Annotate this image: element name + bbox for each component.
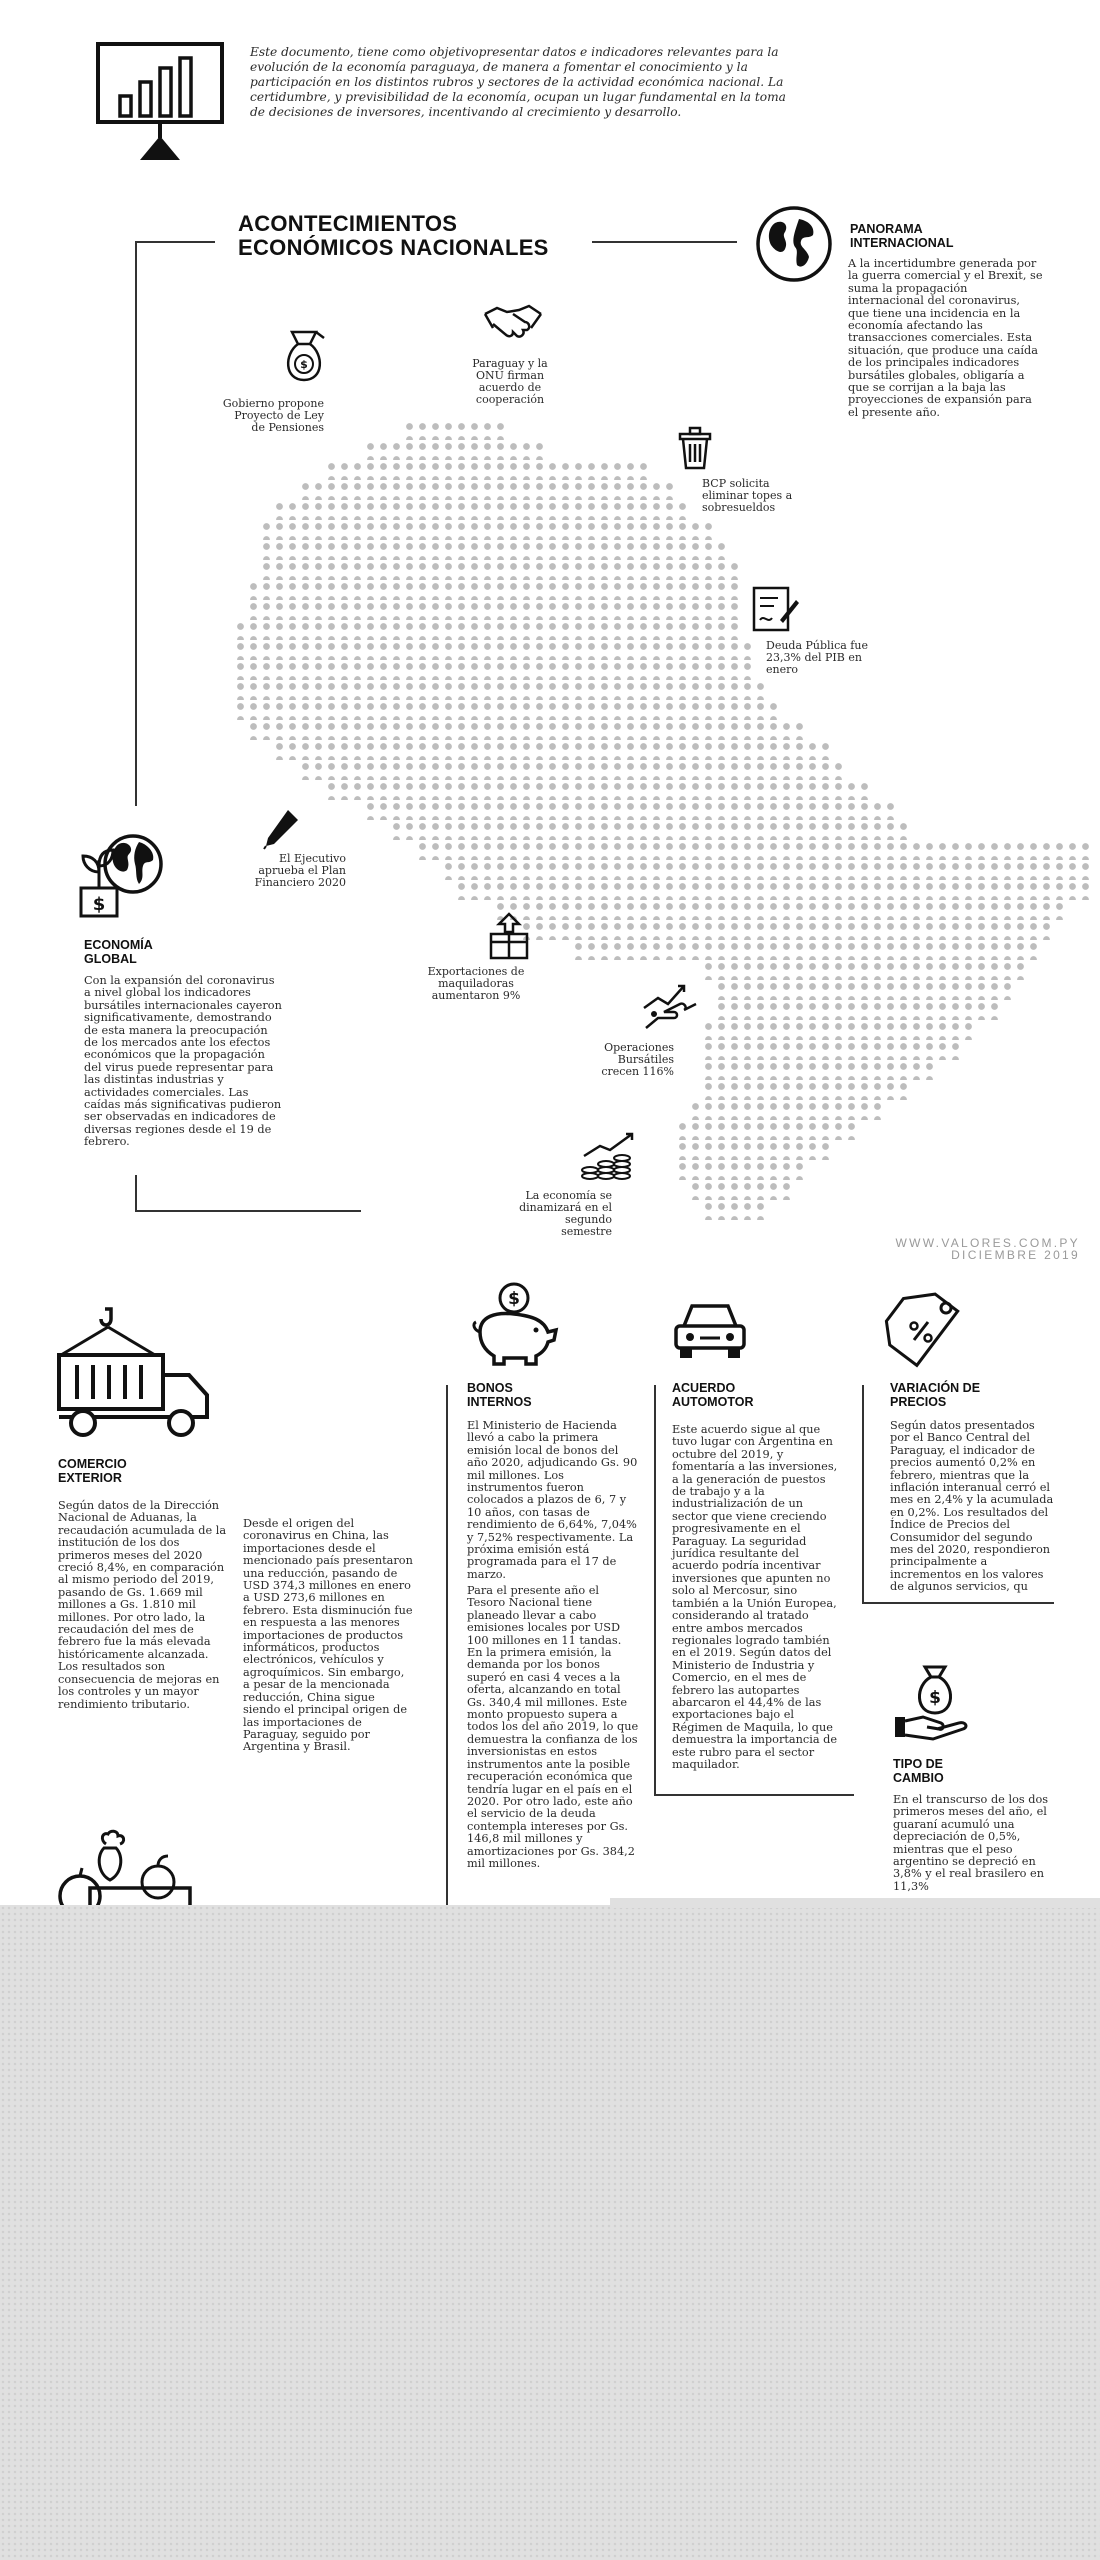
event-bcp-label: BCP solicita eliminar topes a sobresueldos bbox=[702, 477, 793, 514]
intro-text: Este documento, tiene como objetivopresentar datos e indicadores relevantes para la evolución de la economía paraguaya, de manera a fomentar el conocimiento y la participación en los distintos rubros y sectores de la actividad económica nacional. La certidumbre, y previsibilidad de la economía, ocupan un lugar fundamental en la toma de decisiones de inversores, incentivando al crecimiento y desarrollo. bbox=[250, 45, 786, 119]
frame-line-top-left bbox=[135, 241, 215, 243]
presentation-chart-icon bbox=[95, 38, 225, 163]
variacion-text: Según datos presentados por el Banco Central del Paraguay, el indicador de precios aumentó 0,2% en febrero, mientras que la inflación interanual cerró el mes en 2,4% y la acumulada en 0,2%. Los resultados del Índice de Precios del Consumidor del segundo mes del 2020, respondieron principalmente a incrementos en los valores de algunos servicios, qu bbox=[890, 1419, 1054, 1594]
website-footer: WWW.VALORES.COM.PY DICIEMBRE 2019 bbox=[895, 1236, 1080, 1262]
acuerdo-divider-left bbox=[654, 1385, 656, 1795]
bonos-text-2: Para el presente año el Tesoro Nacional tiene planeado llevar a cabo emisiones locales por USD 100 millones en 11 tandas. En la primera emisión, la demanda por los bonos superó en casi 4 veces a la oferta, alcanzando en total Gs. 340,4 mil millones. Este monto propuesto supera a todos los del año 2019, lo que demuestra la confianza de los inversionistas en estos instrumentos ante la posible recuperación económica que tendría lugar en el país en el 2020. Por otro lado, este año el servicio de la deuda contempla intereses por Gs. 146,8 mil millones y amortizaciones por Gs. 384,2 mil millones. bbox=[467, 1584, 639, 1870]
comercio-exterior-text-1: Según datos de la Dirección Nacional de Aduanas, la recaudación acumulada de la institución de los dos primeros meses del 2020 creció 8,4%, en comparación al mismo periodo del 2019, pasando de Gs. 1.669 mil millones a Gs. 1.810 mil millones. Por otro lado, la recaudación del mes de febrero fue la más elevada históricamente alcanzada. Los resultados son consecuencia de mejoras en los controles y un mayor rendimiento tributario. bbox=[58, 1499, 227, 1711]
svg-text:$: $ bbox=[92, 894, 106, 915]
event-pensiones-label: Gobierno propone Proyecto de Ley de Pensiones bbox=[222, 397, 324, 434]
economia-global-text: Con la expansión del coronavirus a nivel global los indicadores bursátiles internacionales cayeron significativamente, demostrando de esta manera la preocupación de los mercados ante los efectos económicos que la propagación del virus puede representar para las distintas industrias y actividades comerciales. Las caídas más significativas pudieron ser observadas en indicadores de diversas regiones desde el 19 de febrero. bbox=[84, 974, 282, 1149]
frame-line-left bbox=[135, 241, 137, 806]
globe-icon bbox=[755, 205, 833, 283]
event-bursatiles-label: Operaciones Bursátiles crecen 116% bbox=[601, 1041, 674, 1078]
bottom-fade-overlay bbox=[0, 1905, 1100, 2560]
bonos-title: BONOS INTERNOS bbox=[467, 1381, 532, 1409]
truck-container-icon bbox=[55, 1305, 215, 1440]
variacion-divider-left bbox=[862, 1385, 864, 1603]
pen-icon bbox=[262, 808, 300, 850]
bonos-divider-left bbox=[446, 1385, 448, 1910]
hand-chart-icon bbox=[640, 978, 698, 1032]
svg-text:$: $ bbox=[300, 358, 308, 371]
handshake-icon bbox=[483, 300, 543, 348]
panorama-title: PANORAMA INTERNACIONAL bbox=[850, 222, 954, 250]
bonos-text-1: El Ministerio de Hacienda llevó a cabo la primera emisión local de bonos del año 2020, adjudicando Gs. 90 mil millones. Los instrumentos fueron colocados a plazos de 6, 7 y 10 años, con tasas de rendimiento de 6,64%, 7,04% y 7,52% respectivamente. La próxima emisión está programada para el 17 de marzo. bbox=[467, 1419, 638, 1581]
comercio-exterior-title: COMERCIO EXTERIOR bbox=[58, 1457, 127, 1485]
svg-text:$: $ bbox=[929, 1688, 941, 1708]
price-tag-icon bbox=[880, 1292, 965, 1368]
tipo-cambio-text: En el transcurso de los dos primeros meses del año, el guaraní acumuló una depreciación de 0,5%, mientras que el peso argentino se depreció en 3,8% y el real brasilero en 11,3% bbox=[893, 1793, 1049, 1893]
event-onu-label: Paraguay y la ONU firman acuerdo de cooperación bbox=[472, 357, 548, 406]
piggy-bank-icon bbox=[470, 1280, 560, 1366]
frame-line-left-lower bbox=[135, 1175, 137, 1211]
acuerdo-divider-bottom bbox=[654, 1794, 854, 1796]
comercio-exterior-text-2: Desde el origen del coronavirus en China, las importaciones desde el mencionado país presentaron una reducción, pasando de USD 374,3 millones en enero a USD 273,6 millones en febrero. Esta disminución fue en respuesta a las menores importaciones de productos informáticos, productos electrónicos, vehículos y agroquímicos. Sin embargo, a pesar de la mencionada reducción, China sigue siendo el principal origen de las importaciones de Paraguay, seguido por Argentina y Brasil. bbox=[243, 1517, 413, 1754]
car-icon bbox=[672, 1300, 748, 1362]
event-deuda-label: Deuda Pública fue 23,3% del PIB en enero bbox=[766, 639, 868, 676]
frame-line-bottom bbox=[135, 1210, 361, 1212]
variacion-divider-bottom bbox=[862, 1602, 1054, 1604]
acuerdo-title: ACUERDO AUTOMOTOR bbox=[672, 1381, 754, 1409]
panorama-text: A la incertidumbre generada por la guerra comercial y el Brexit, se suma la propagación internacional del coronavirus, que tiene una incidencia en la economía afectando las transacciones comerciales. Esta situación, que produce una caída de los principales indicadores bursátiles globales, obligaría a que se corrijan a la baja las proyecciones de expansión para el presente año. bbox=[848, 257, 1043, 419]
event-maquiladoras-label: Exportaciones de maquiladoras aumentaron 9% bbox=[427, 965, 525, 1002]
svg-text:$: $ bbox=[508, 1289, 520, 1309]
overlay-fragment bbox=[610, 1898, 1100, 1908]
section-title: ACONTECIMIENTOS ECONÓMICOS NACIONALES bbox=[238, 211, 549, 260]
tipo-cambio-title: TIPO DE CAMBIO bbox=[893, 1757, 944, 1785]
event-segundo-semestre-label: La economía se dinamizará en el segundo semestre bbox=[519, 1189, 612, 1238]
frame-line-top-right bbox=[592, 241, 737, 243]
variacion-title: VARIACIÓN DE PRECIOS bbox=[890, 1381, 981, 1409]
plant-globe-money-icon bbox=[75, 830, 170, 920]
hand-money-bag-icon bbox=[893, 1663, 973, 1741]
trash-can-icon bbox=[678, 426, 712, 470]
coins-growth-icon bbox=[580, 1130, 638, 1182]
money-bag-icon bbox=[280, 328, 328, 384]
economia-global-title: ECONOMÍA GLOBAL bbox=[84, 938, 153, 966]
document-sign-icon bbox=[752, 586, 800, 632]
produce-crate-icon bbox=[50, 1830, 210, 1910]
event-plan-financiero-label: El Ejecutivo aprueba el Plan Financiero 2020 bbox=[254, 852, 346, 889]
acuerdo-text: Este acuerdo sigue al que tuvo lugar con Argentina en octubre del 2019, y fomentaría a las inversiones, a la generación de puestos de trabajo y a la industrialización de un sector que viene creciendo progresivamente en el Paraguay. La seguridad jurídica resultante del acuerdo podría incentivar inversiones que apunten no solo al Mercosur, sino también a la Unión Europea, considerando al tratado entre ambos mercados regionales logrado también en el 2019. Según datos del Ministerio de Industria y Comercio, en el mes de febrero las autopartes abarcaron el 44,4% de las exportaciones bajo el Régimen de Maquila, lo que demuestra la importancia de este rubro para el sector maquilador. bbox=[672, 1423, 838, 1771]
box-up-icon bbox=[487, 912, 531, 960]
